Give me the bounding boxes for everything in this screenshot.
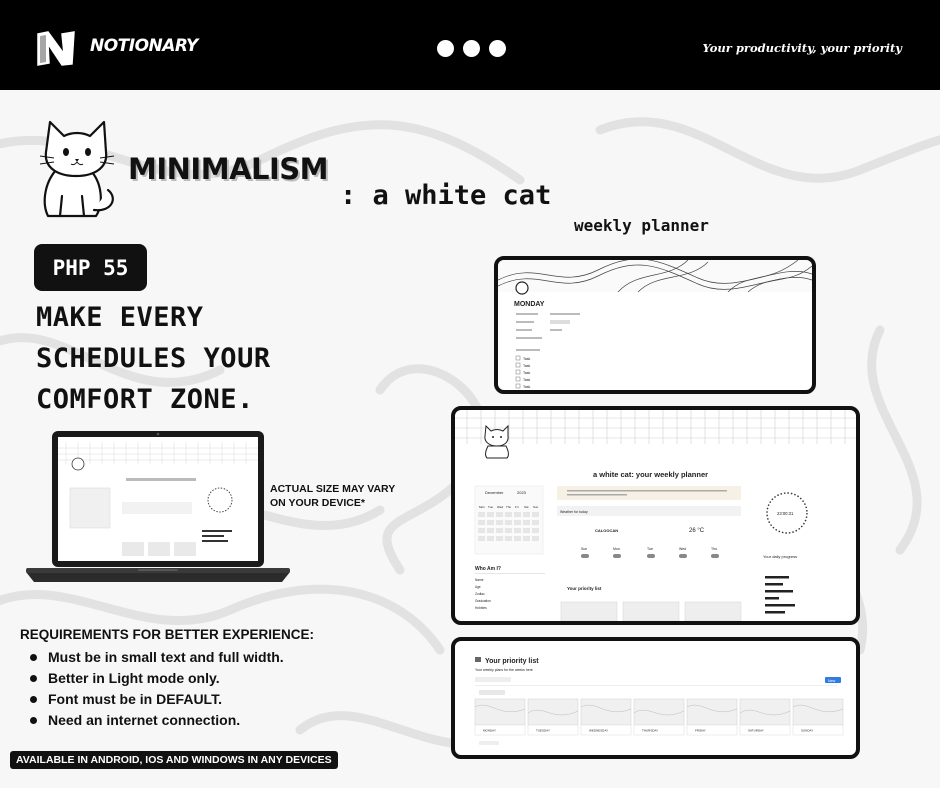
new-button[interactable]: New: [828, 679, 836, 683]
task-item: Task: [523, 364, 531, 368]
priority-day-card[interactable]: FRIDAY: [695, 728, 706, 733]
requirement-item: Font must be in DEFAULT.: [28, 689, 284, 710]
task-item: Task: [523, 357, 531, 361]
device-note: [270, 482, 395, 510]
who-am-i-title: Who Am I?: [475, 566, 501, 572]
task-item: Task: [523, 371, 531, 375]
weekday-label: Fri: [515, 505, 519, 509]
price-badge: PHP 55: [34, 244, 147, 291]
calendar-month: December: [485, 490, 504, 495]
priority-day-card[interactable]: TUESDAY: [536, 728, 550, 733]
laptop-mockup: [26, 430, 290, 584]
priority-day-card[interactable]: MONDAY: [483, 728, 496, 733]
clock-time: 23:00:31: [777, 511, 794, 516]
priority-day-card[interactable]: SATURDAY: [748, 728, 764, 733]
profile-field: Name: [475, 578, 484, 582]
task-item: Task: [523, 385, 531, 389]
window-dot: [437, 40, 454, 57]
weekday-label: Wed: [497, 505, 504, 509]
weekday-label: Sat: [524, 505, 529, 509]
requirement-item: Need an internet connection.: [28, 710, 284, 731]
white-cat-icon: [34, 112, 120, 224]
availability-badge: AVAILABLE IN ANDROID, IOS AND WINDOWS IN ANY DEVICES: [10, 751, 338, 769]
priority-day-card[interactable]: THURSDAY: [642, 728, 659, 733]
weather-temp: 26 °C: [689, 528, 705, 534]
device-note-line: ACTUAL SIZE MAY VARY: [270, 483, 396, 495]
priority-list-subtitle: Your weekly plans for the weeks here: [475, 668, 533, 672]
slogan: [36, 297, 271, 420]
requirement-item: Better in Light mode only.: [28, 668, 284, 689]
requirements-title: REQUIREMENTS FOR BETTER EXPERIENCE:: [20, 627, 315, 642]
forecast-day: Sun: [581, 547, 588, 551]
window-dots: [437, 40, 506, 57]
forecast-day: Thu: [711, 547, 718, 551]
notionary-logo-icon: [34, 28, 78, 68]
weekday-label: Thu: [506, 505, 512, 509]
day-page-screenshot: [498, 260, 812, 390]
priority-list-screenshot: [455, 641, 856, 755]
window-dot: [463, 40, 480, 57]
forecast-day: Tue: [647, 547, 653, 551]
planner-screenshot: [455, 410, 856, 621]
preview-main-planner: [451, 406, 860, 625]
hero-title: MINIMALISM: [128, 152, 329, 186]
daily-progress-title: Your daily progress: [763, 554, 798, 559]
weekday-label: Sun: [533, 505, 539, 509]
weekday-label: Mon: [479, 505, 485, 509]
hero-subtitle: : a white cat: [340, 180, 552, 211]
hero-caption: weekly planner: [574, 216, 709, 235]
calendar-year: 2023: [517, 490, 526, 495]
weather-city: CALOOCAN: [595, 528, 619, 533]
priority-day-card[interactable]: WEDNESDAY: [589, 728, 609, 733]
planner-title: a white cat: your weekly planner: [593, 470, 709, 479]
slogan-line: COMFORT ZONE.: [36, 384, 254, 415]
forecast-day: Mon: [613, 547, 620, 551]
requirements-list: [28, 647, 284, 731]
preview-priority-list: [451, 637, 860, 759]
weather-title: Weather for today: [560, 510, 588, 514]
priority-day-card[interactable]: SUNDAY: [801, 728, 814, 733]
forecast-day: Wed: [679, 547, 687, 551]
window-dot: [489, 40, 506, 57]
top-banner: [0, 0, 940, 90]
brand-name: NOTIONARY: [90, 36, 198, 56]
priority-heading: Your priority list: [567, 586, 602, 591]
day-title: MONDAY: [514, 301, 545, 308]
profile-field: Hobbies: [475, 606, 487, 610]
task-item: Task: [523, 378, 531, 382]
profile-field: Zodiac: [475, 592, 485, 596]
slogan-line: MAKE EVERY: [36, 302, 204, 333]
priority-list-title: Your priority list: [485, 658, 539, 665]
weekday-label: Tue: [488, 505, 494, 509]
slogan-line: SCHEDULES YOUR: [36, 343, 271, 374]
device-note-line: ON YOUR DEVICE*: [270, 497, 365, 509]
preview-day-page: [494, 256, 816, 394]
requirement-item: Must be in small text and full width.: [28, 647, 284, 668]
profile-field: Graduation: [475, 599, 491, 603]
profile-field: Age: [475, 585, 481, 589]
tagline: Your productivity, your priority: [702, 41, 902, 55]
